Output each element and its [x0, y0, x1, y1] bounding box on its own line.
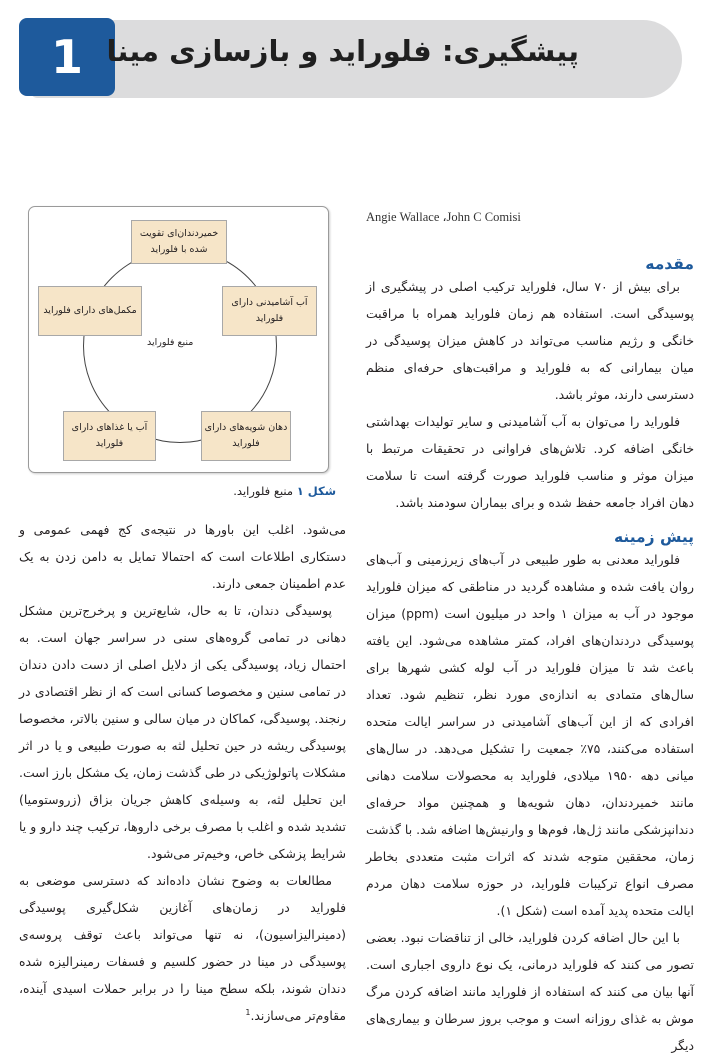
figure-box-supplements: مکمل‌های دارای فلوراید	[38, 286, 142, 336]
background-heading: پیش زمینه	[613, 528, 694, 546]
figure-center-label: منبع فلوراید	[147, 337, 194, 348]
background-paragraph: با این حال اضافه کردن فلوراید، خالی از تناقضات نبود. بعضی تصور می کنند که فلوراید درمانی، یک نوع داروی اجباری است. آنها بیان می کنند که استفاده از فلوراید مانند اضافه کردن مرگ موش به غذای روزانه است و موجب بروز سرطان و بیماری‌های دیگر	[366, 930, 694, 1053]
figure-box-foods: آب یا غذاهای دارای فلوراید	[63, 411, 156, 461]
figure-caption-number: شکل ۱	[296, 484, 336, 498]
left-paragraph: می‌شود. اغلب این باورها در نتیجه‌ی کج فهمی عمومی و دستکاری اطلاعات است که احتمالا تمایل به دامن زدن به یک عدم اطمینان جمعی دارند.	[19, 522, 346, 591]
right-column	[366, 255, 694, 1059]
chapter-title: پیشگیری: فلوراید و بازسازی مینا	[106, 34, 579, 68]
figure-caption	[28, 484, 336, 498]
chapter-number-badge	[19, 18, 115, 96]
left-paragraph: پوسیدگی دندان، تا به حال، شایع‌ترین و پرخرج‌ترین مشکل دهانی در تمامی گروه‌های سنی در سراسر جهان است. به احتمال زیاد، پوسیدگی یکی از دلایل اصلی از دست دادن دندان در تمامی سنین و مخصوصا کسانی است که از نظر اقتصادی در رنجند. پوسیدگی، کماکان در میان سالی و سنین بالاتر، مخصوصا پوسیدگی ریشه در حین تحلیل لثه به صورت طبیعی و یا در اثر مشکلات پاتولوژیکی در طی گذشت زمان، یک مشکل بارز است. این تحلیل لثه، به وسیله‌ی کاهش جریان بزاق (زروستومیا) تشدید شده و اغلب با مصرف برخی داروها، ترکیب چند دارو و یا شرایط پزشکی خاص، وخیم‌تر می‌شود.	[19, 603, 346, 861]
figure-box-toothpaste: خمیردندان‌ای تقویت شده با فلوراید	[131, 220, 227, 264]
figure-fluoride-sources	[28, 206, 329, 473]
left-paragraph-text: مطالعات به وضوح نشان داده‌اند که دسترسی موضعی به فلوراید در زمان‌های آغازین شکل‌گیری پوسیدگی (دمینرالیزاسیون)، نه تنها می‌تواند باعث توقف پروسه‌ی پوسیدگی در مینا در حضور کلسیم و فسفات رمینرالیزه شده دندان شوند، بلکه سطح مینا را در برابر حملات اسیدی آینده، مقاوم‌تر می‌سازند.	[19, 873, 346, 1023]
intro-paragraph: فلوراید را می‌توان به آب آشامیدنی و سایر تولیدات بهداشتی خانگی اضافه کرد. تلاش‌های فراوانی در تحقیقات مرتبط با میزان موثر و مناسب فلوراید صورت گرفته است تا سلامت دهان افراد جامعه حفظ شده و برای بیماران سودمند باشد.	[366, 414, 694, 510]
chapter-number: 1	[50, 30, 83, 84]
left-column	[19, 516, 346, 1029]
footnote-ref: 1	[245, 1007, 251, 1017]
intro-paragraph: برای بیش از ۷۰ سال، فلوراید ترکیب اصلی در پیشگیری از پوسیدگی است. استفاده هم زمان فلوراید همراه با مراقبت خانگی و رژیم مناسب می‌تواند در کاهش میزان پوسیدگی در میان بیمارانی که به فلوراید و مراقبت‌های حرفه‌ای منظم دسترسی دارند، موثر باشد.	[366, 279, 694, 402]
figure-box-water: آب آشامیدنی دارای فلوراید	[222, 286, 317, 336]
intro-heading: مقدمه	[645, 255, 694, 273]
left-paragraph-last	[19, 867, 346, 1029]
authors: Angie Wallace ،John C Comisi	[366, 210, 521, 224]
figure-caption-text: منبع فلوراید.	[233, 484, 294, 498]
background-paragraph: فلوراید معدنی به طور طبیعی در آب‌های زیرزمینی و آب‌های روان یافت شده و مشاهده گردید در مناطقی که میزان فلوراید موجود در آب به میزان ۱ واحد در میلیون است (ppm) میزان پوسیدگی دردندان‌های افراد، کمتر مشاهده می‌شود. این یافته باعث شد تا میزان فلوراید در آب لوله کشی شهرها برای سال‌های متمادی به اندازه‌ی مورد نظر، تنظیم شود. تعداد افرادی که از این آب‌های آشامیدنی در سراسر ایالت متحده استفاده می‌کنند، ۷۵٪ جمعیت را تشکیل می‌دهد. در سال‌های میانی دهه ۱۹۵۰ میلادی، فلوراید به محصولات سلامت دهانی مانند خمیردندان، دهان شویه‌ها و همچنین مواد حرفه‌ای دندانپزشکی مانند ژل‌ها، فوم‌ها و وارنیش‌ها اضافه شد. با گذشت زمان، محققین متوجه شدند که اثرات مثبت متعددی بخاطر مصرف انواع ترکیبات فلوراید، در حوزه سلامت دهان مردم ایالت متحده پدید آمده است (شکل ۱).	[366, 552, 695, 918]
figure-box-mouthwash: دهان شویه‌های دارای فلوراید	[201, 411, 291, 461]
